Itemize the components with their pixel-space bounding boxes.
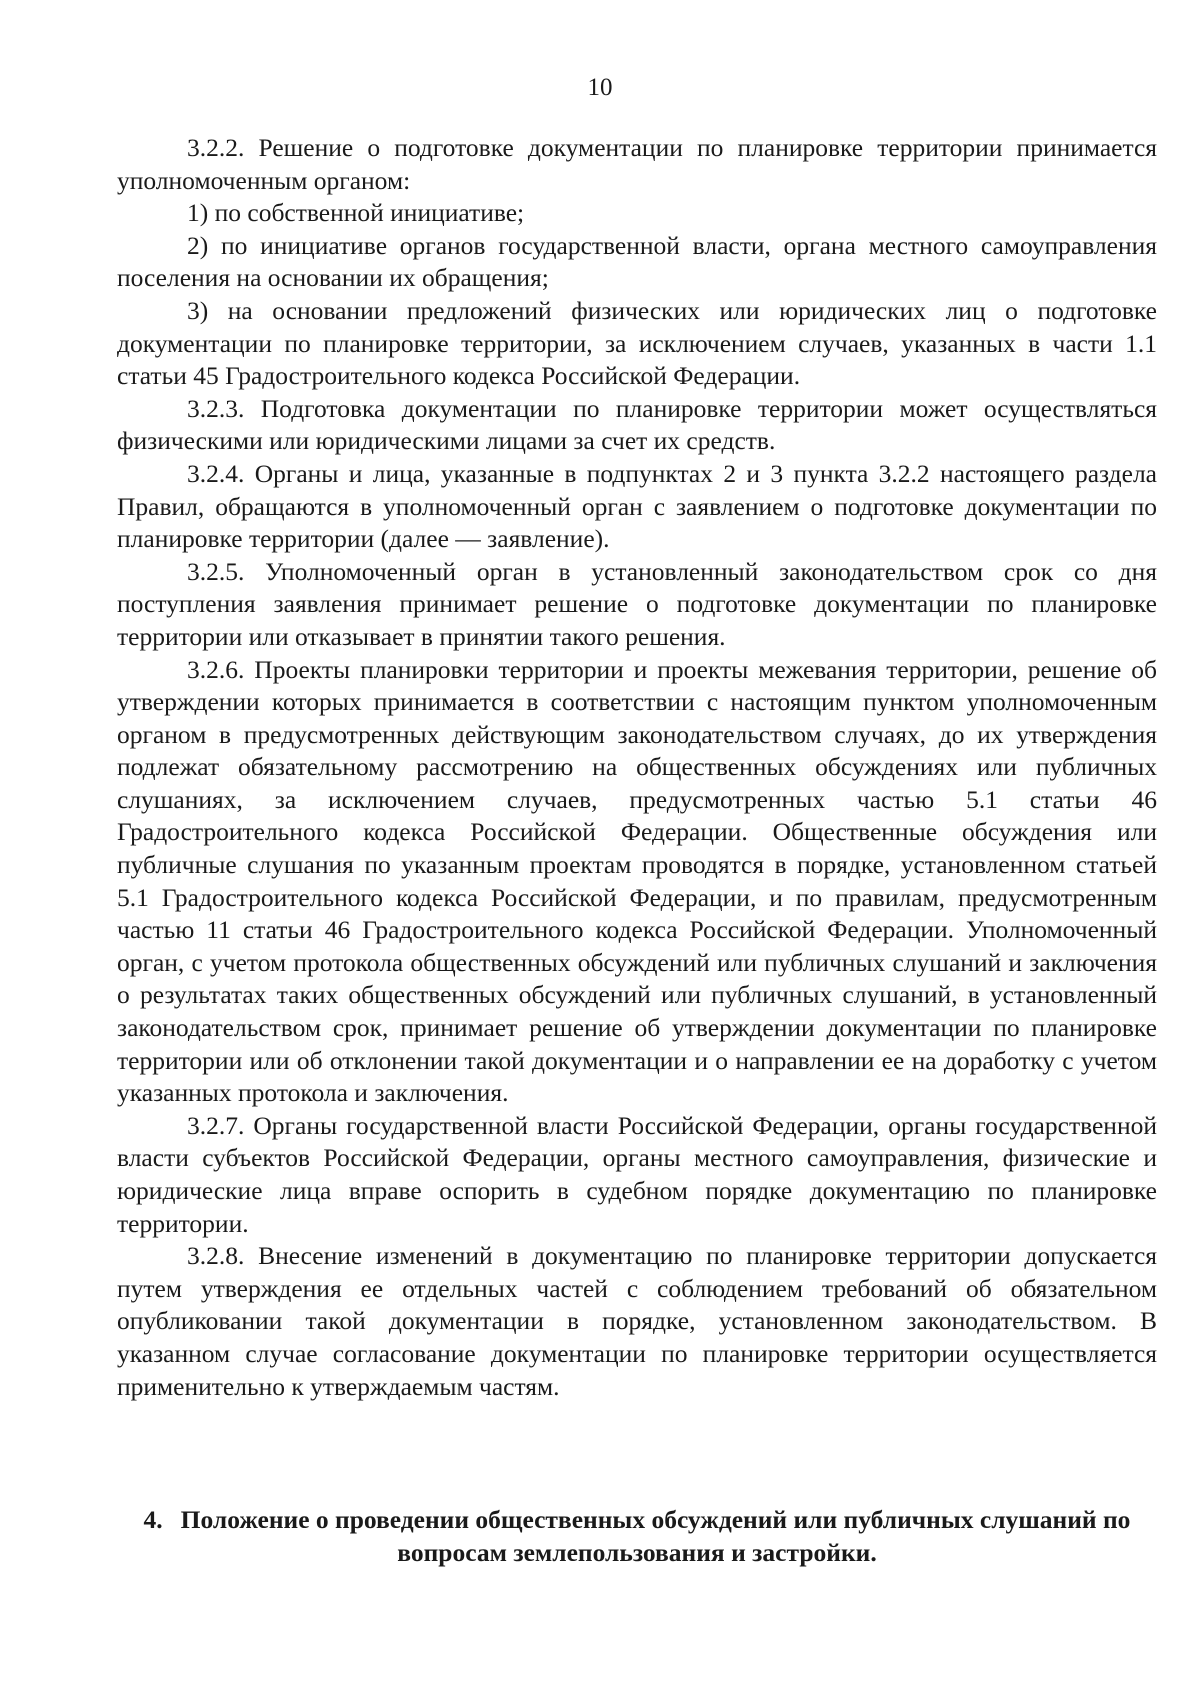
section-heading-number: 4. [143, 1505, 163, 1534]
paragraph-3-2-4: 3.2.4. Органы и лица, указанные в подпунктах 2 и 3 пункта 3.2.2 настоящего раздела Правил, обращаются в уполномоченный орган с заявлением о подготовке документации по планировке территории (далее — заявление). [117, 458, 1157, 554]
list-item-3: 3) на основании предложений физических или юридических лиц о подготовке документации по планировке территории, за исключением случаев, указанных в части 1.1 статьи 45 Градостроительного кодекса Российской Федерации. [117, 295, 1157, 391]
paragraph-3-2-3: 3.2.3. Подготовка документации по планировке территории может осуществляться физическими или юридическими лицами за счет их средств. [117, 393, 1157, 456]
section-heading-text: Положение о проведении общественных обсуждений или публичных слушаний по вопросам землепользования и застройки. [180, 1505, 1131, 1567]
paragraph-3-2-7: 3.2.7. Органы государственной власти Российской Федерации, органы государственной власти субъектов Российской Федерации, органы местного самоуправления, физические и юридические лица вправе оспорить в судебном порядке документацию по планировке территории. [117, 1110, 1157, 1238]
paragraph-3-2-5: 3.2.5. Уполномоченный орган в установленный законодательством срок со дня поступления заявления принимает решение о подготовке документации по планировке территории или отказывает в принятии такого решения. [117, 556, 1157, 651]
paragraph-3-2-2: 3.2.2. Решение о подготовке документации по планировке территории принимается уполномоченным органом: [117, 133, 1157, 195]
document-body [117, 132, 1157, 1403]
paragraph-3-2-6: 3.2.6. Проекты планировки территории и проекты межевания территории, решение об утверждении которых принимается в соответствии с настоящим пунктом уполномоченным органом в предусмотренных действующим законодательством случаях, до их утверждения подлежат обязательному рассмотрению на общественных обсуждениях или публичных слушаниях, за исключением случаев, предусмотренных частью 5.1 статьи 46 Градостроительного кодекса Российской Федерации. Общественные обсуждения или публичные слушания по указанным проектам проводятся в порядке, установленном статьей 5.1 Градостроительного кодекса Российской Федерации, и по правилам, предусмотренным частью 11 статьи 46 Градостроительного кодекса Российской Федерации. Уполномоченный орган, с учетом протокола общественных обсуждений или публичных слушаний и заключения о результатах таких общественных обсуждений или публичных слушаний, в установленный законодательством срок, принимает решение об утверждении документации по планировке территории или об отклонении такой документации и о направлении ее на доработку с учетом указанных протокола и заключения. [117, 654, 1157, 1108]
paragraph-3-2-8: 3.2.8. Внесение изменений в документацию по планировке территории допускается путем утверждения ее отдельных частей с соблюдением требований об обязательном опубликовании такой документации в порядке, установленном законодательством. В указанном случае согласование документации по планировке территории осуществляется применительно к утверждаемым частям. [117, 1241, 1157, 1401]
page-number: 10 [587, 74, 613, 101]
section-heading [117, 1504, 1157, 1569]
list-item-2: 2) по инициативе органов государственной власти, органа местного самоуправления поселения на основании их обращения; [117, 230, 1157, 293]
list-item-1: 1) по собственной инициативе; [187, 198, 525, 228]
